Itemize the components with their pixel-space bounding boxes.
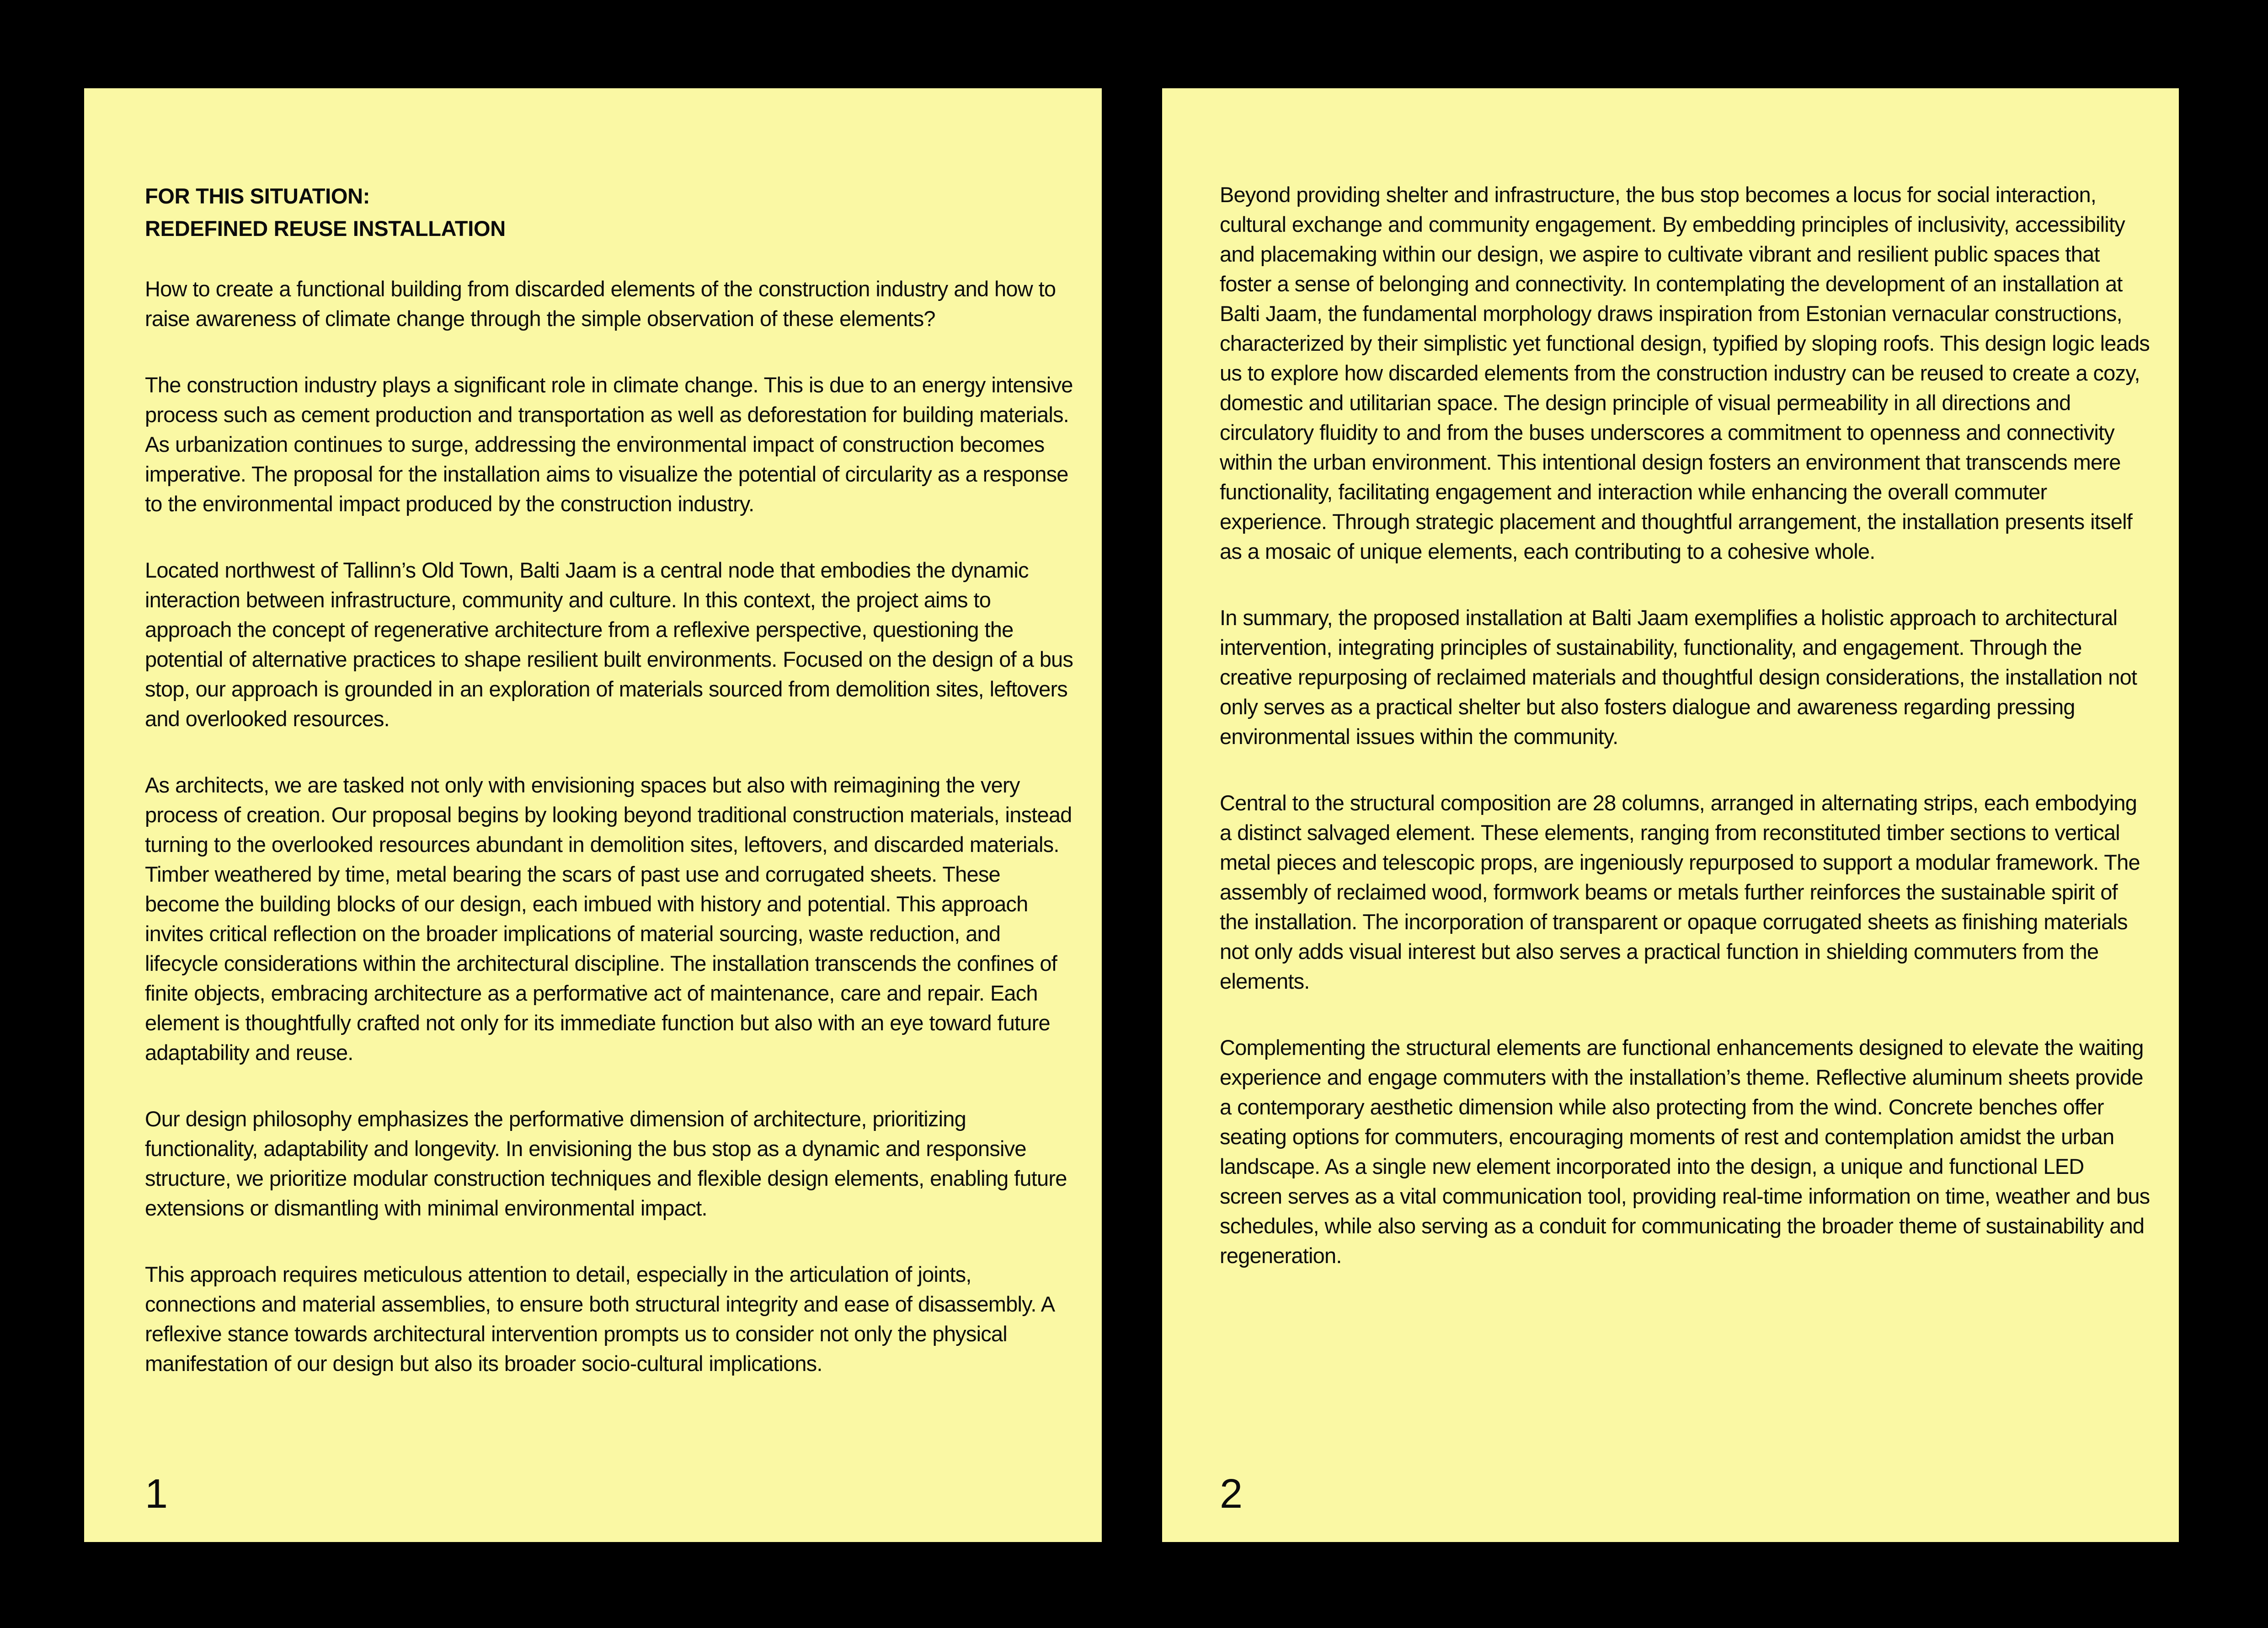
paragraph-beyond-shelter: Beyond providing shelter and infrastructure, the bus stop becomes a locus for social interaction, cultural exchange and community engagement. By embedding principles of inclusivity, accessibility and placemaking within our design, we aspire to cultivate vibrant and resilient public spaces that foster a sense of belonging and connectivity. In contemplating the development of an installation at Balti Jaam, the fundamental morphology draws inspiration from Estonian vernacular constructions, characterized by their simplistic yet functional design, typified by sloping roofs. This design logic leads us to explore how discarded elements from the construction industry can be reused to create a cozy, domestic and utilitarian space. The design principle of visual permeability in all directions and circulatory fluidity to and from the buses underscores a commitment to openness and connectivity within the urban environment. This intentional design fosters an environment that transcends mere functionality, facilitating engagement and interaction while enhancing the overall commuter experience. Through strategic placement and thoughtful arrangement, the installation presents itself as a mosaic of unique elements, each contributing to a cohesive whole.	[1220, 182, 2150, 563]
page-1	[84, 88, 1102, 1542]
paragraph-as-architects: As architects, we are tasked not only with envisioning spaces but also with reimagining the very process of creation. Our proposal begins by looking beyond traditional construction materials, instead turning to the overlooked resources abundant in demolition sites, leftovers, and discarded materials. Timber weathered by time, metal bearing the scars of past use and corrugated sheets. These become the building blocks of our design, each imbued with history and potential. This approach invites critical reflection on the broader implications of material sourcing, waste reduction, and lifecycle considerations within the architectural discipline. The installation transcends the confines of finite objects, embracing architecture as a performative act of maintenance, care and repair. Each element is thoughtfully crafted not only for its immediate function but also with an eye toward future adaptability and reuse.	[145, 773, 1072, 1065]
title-line-2: REDEFINED REUSE INSTALLATION	[145, 216, 506, 241]
paragraph-meticulous-detail: This approach requires meticulous attention to detail, especially in the articulation of joints, connections and material assemblies, to ensure both structural integrity and ease of disassembly. A reflexive stance towards architectural intervention prompts us to consider not only the physical manifestation of our design but also its broader socio-cultural implications.	[145, 1262, 1054, 1376]
paragraph-construction-industry: The construction industry plays a significant role in climate change. This is due to an energy intensive process such as cement production and transportation as well as deforestation for building materials. As urbanization continues to surge, addressing the environmental impact of construction becomes imperative. The proposal for the installation aims to visualize the potential of circularity as a response to the environmental impact produced by the construction industry.	[145, 373, 1073, 516]
page-number-2: 2	[1220, 1471, 1243, 1517]
page-2	[1162, 88, 2179, 1542]
paragraph-functional-enhancements: Complementing the structural elements are functional enhancements designed to elevate the waiting experience and engage commuters with the installation’s theme. Reflective aluminum sheets provide a contemporary aesthetic dimension while also protecting from the wind. Concrete benches offer seating options for commuters, encouraging moments of rest and contemplation amidst the urban landscape. As a single new element incorporated into the design, a unique and functional LED screen serves as a vital communication tool, providing real-time information on time, weather and bus schedules, while also serving as a conduit for communicating the broader theme of sustainability and regeneration.	[1220, 1035, 2150, 1268]
paragraph-balti-jaam-context: Located northwest of Tallinn’s Old Town, Balti Jaam is a central node that embodies the dynamic interaction between infrastructure, community and culture. In this context, the project aims to approach the concept of regenerative architecture from a reflexive perspective, questioning the potential of alternative practices to shape resilient built environments. Focused on the design of a bus stop, our approach is grounded in an exploration of materials sourced from demolition sites, leftovers and overlooked resources.	[145, 558, 1073, 731]
title-line-1: FOR THIS SITUATION:	[145, 184, 370, 208]
paragraph-design-philosophy: Our design philosophy emphasizes the performative dimension of architecture, prioritizing functionality, adaptability and longevity. In envisioning the bus stop as a dynamic and responsive structure, we prioritize modular construction techniques and flexible design elements, enabling future extensions or dismantling with minimal environmental impact.	[145, 1107, 1067, 1220]
paragraph-question: How to create a functional building from discarded elements of the construction industry and how to raise awareness of climate change through the simple observation of these elements?	[145, 277, 1056, 331]
page-1-title	[145, 180, 1074, 245]
page-number-1: 1	[145, 1471, 168, 1517]
paragraph-structural-columns: Central to the structural composition are 28 columns, arranged in alternating strips, each embodying a distinct salvaged element. These elements, ranging from reconstituted timber sections to vertical metal pieces and telescopic props, are ingeniously repurposed to support a modular framework. The assembly of reclaimed wood, formwork beams or metals further reinforces the sustainable spirit of the installation. The incorporation of transparent or opaque corrugated sheets as finishing materials not only adds visual interest but also serves a practical function in shielding commuters from the elements.	[1220, 791, 2140, 993]
paragraph-in-summary: In summary, the proposed installation at Balti Jaam exemplifies a holistic approach to architectural intervention, integrating principles of sustainability, functionality, and engagement. Through the creative repurposing of reclaimed materials and thoughtful design considerations, the installation not only serves as a practical shelter but also fosters dialogue and awareness regarding pressing environmental issues within the community.	[1220, 605, 2137, 749]
